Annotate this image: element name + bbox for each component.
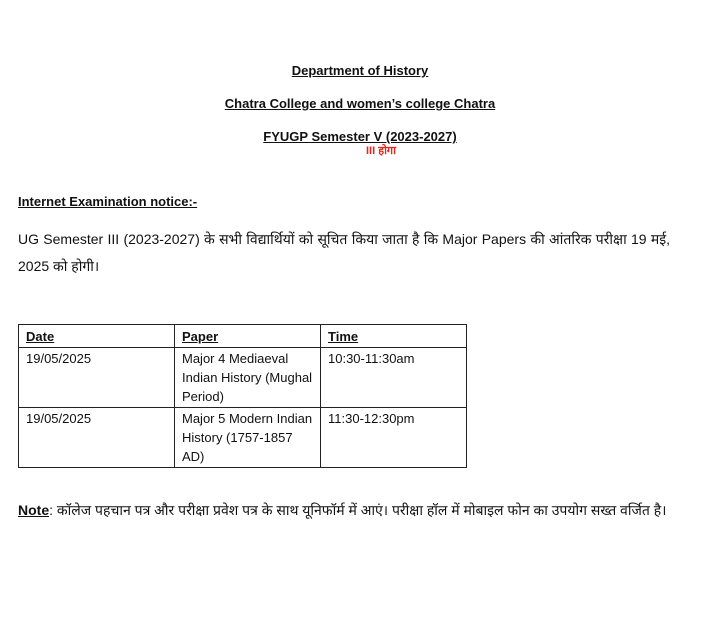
table-row [19, 348, 467, 408]
notice-body: UG Semester III (2023-2027) के सभी विद्यार्थियों को सूचित किया जाता है कि Major Papers की आंतरिक परीक्षा 19 मई, 2025 को होगी। [18, 231, 670, 274]
row-paper: Major 5 Modern Indian History (1757-1857 AD) [175, 408, 321, 468]
row-paper: Major 4 Mediaeval Indian History (Mughal Period) [175, 348, 321, 408]
column-header-date: Date [19, 325, 175, 348]
row-time: 11:30-12:30pm [321, 408, 467, 468]
college-title: Chatra College and women’s college Chatra [224, 96, 496, 111]
note-text: : कॉलेज पहचान पत्र और परीक्षा प्रवेश पत्र के साथ यूनिफॉर्म में आएं। परीक्षा हॉल में मोबाइल फोन का उपयोग सख्त वर्जित है। [49, 502, 667, 518]
semester-title: FYUGP Semester V (2023-2027) [263, 129, 457, 144]
department-title: Department of History [291, 63, 429, 78]
correction-note: III होगा [366, 145, 396, 157]
table-header-row [19, 325, 467, 348]
note-label: Note [18, 502, 50, 518]
note-paragraph [18, 497, 670, 524]
row-date: 19/05/2025 [19, 408, 175, 468]
table-row [19, 408, 467, 468]
row-date: 19/05/2025 [19, 348, 175, 408]
column-header-time: Time [321, 325, 467, 348]
notice-heading: Internet Examination notice:- [18, 194, 198, 209]
exam-schedule-table [18, 324, 467, 468]
row-time: 10:30-11:30am [321, 348, 467, 408]
column-header-paper: Paper [175, 325, 321, 348]
